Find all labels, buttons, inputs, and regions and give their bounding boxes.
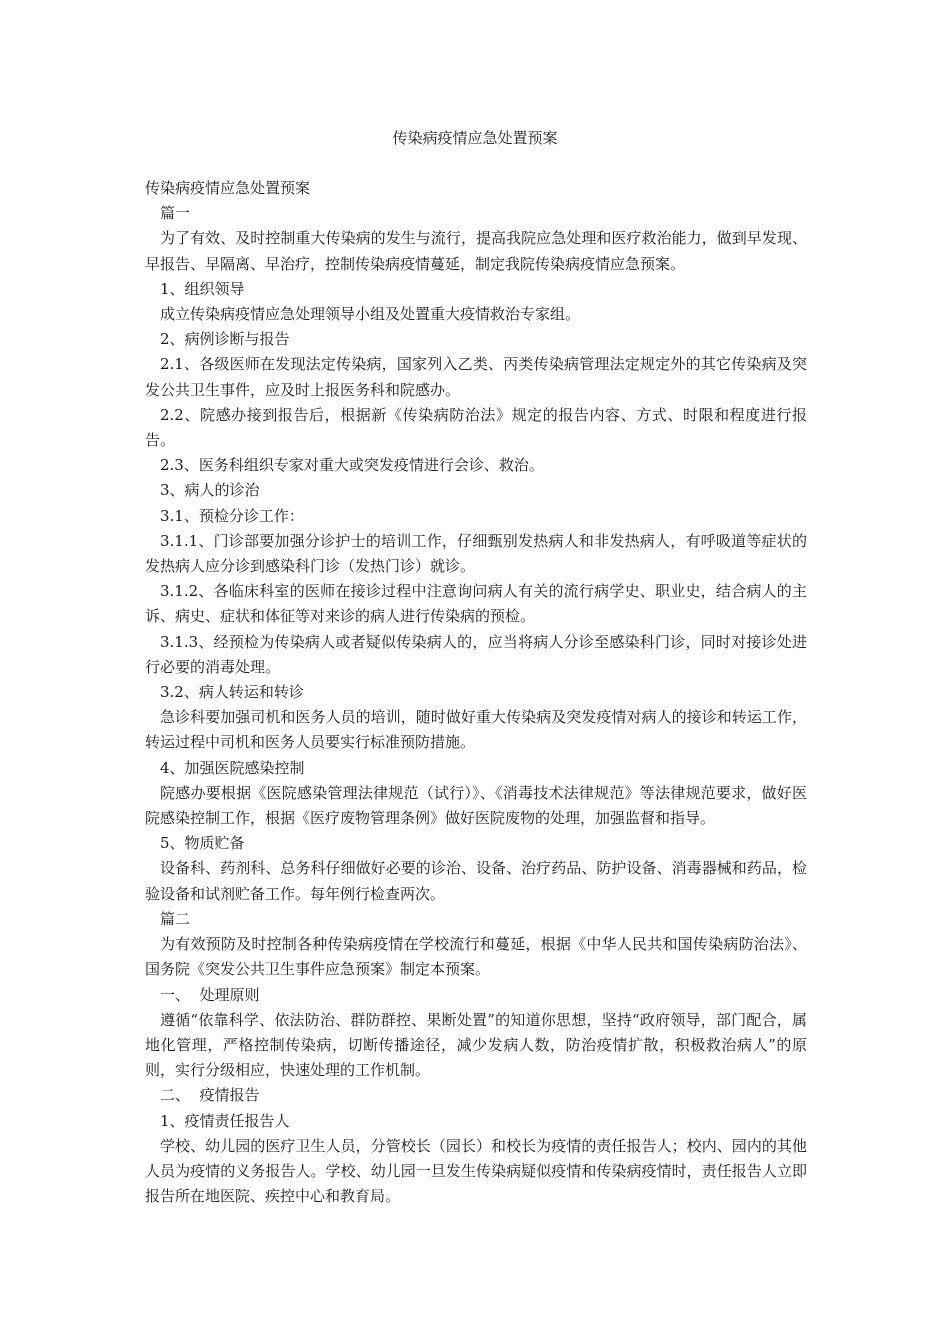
section-heading: 2、病例诊断与报告 — [160, 330, 290, 349]
paragraph: 3.1.3、经预检为传染病人或者疑似传染病人的，应当将病人分诊至感染科门诊，同时对接诊处进行必要的消毒处理。 — [145, 632, 807, 676]
section-heading: 5、物质贮备 — [160, 834, 245, 853]
document-body — [145, 176, 807, 1209]
paragraph: 2.3、医务科组织专家对重大或突发疫情进行会诊、救治。 — [160, 456, 544, 475]
subsection-heading: 1、疫情责任报告人 — [160, 1111, 290, 1130]
section-heading: 3、病人的诊治 — [160, 481, 260, 500]
paragraph: 院感办要根据《医院感染管理法律规范（试行）》、《消毒技术法律规范》等法律规范要求，做好医院感染控制工作，根据《医疗废物管理条例》做好医院废物的处理，加强监督和指导。 — [145, 783, 807, 828]
paragraph: 学校、幼儿园的医疗卫生人员，分管校长（园长）和校长为疫情的责任报告人；校内、园内的其他人员为疫情的义务报告人。学校、幼儿园一旦发生传染病疑似疫情和传染病疫情时，责任报告人立即报告所在地医院、疾控中心和教育局。 — [145, 1136, 807, 1206]
document-title: 传染病疫情应急处置预案 — [392, 129, 558, 147]
section-label-part-two: 篇二 — [160, 909, 191, 928]
section-heading: 1、组织领导 — [160, 279, 245, 298]
section-heading: 一、 处理原则 — [160, 985, 260, 1004]
paragraph: 设备科、药剂科、总务科仔细做好必要的诊治、设备、治疗药品、防护设备、消毒器械和药品，检验设备和试剂贮备工作。每年例行检查两次。 — [145, 859, 807, 903]
paragraph: 急诊科要加强司机和医务人员的培训，随时做好重大传染病及突发疫情对病人的接诊和转运工作，转运过程中司机和医务人员要实行标准预防措施。 — [145, 708, 807, 752]
paragraph: 2.2、院感办接到报告后，根据新《传染病防治法》规定的报告内容、方式、时限和程度进行报告。 — [145, 405, 807, 450]
section-label-part-one: 篇一 — [160, 204, 191, 223]
paragraph: 2.1、各级医师在发现法定传染病，国家列入乙类、丙类传染病管理法定规定外的其它传染病及突发公共卫生事件，应及时上报医务科和院感办。 — [145, 355, 807, 399]
subsection-heading: 3.1、预检分诊工作： — [160, 506, 304, 525]
section-heading: 二、 疫情报告 — [160, 1086, 260, 1105]
paragraph: 3.1.1、门诊部要加强分诊护士的培训工作，仔细甄别发热病人和非发热病人，有呼吸道等症状的发热病人应分诊到感染科门诊（发热门诊）就诊。 — [145, 531, 807, 576]
paragraph: 遵循“依靠科学、依法防治、群防群控、果断处置”的知道你思想，坚持“政府领导，部门配合，属地化管理，严格控制传染病，切断传播途径，减少发病人数，防治疫情扩散，积极救治病人”的原则，实行分级相应，快速处理的工作机制。 — [145, 1010, 807, 1080]
paragraph: 3.1.2、各临床科室的医师在接诊过程中注意询问病人有关的流行病学史、职业史，结合病人的主诉、病史、症状和体征等对来诊的病人进行传染病的预检。 — [145, 582, 807, 626]
paragraph: 成立传染病疫情应急处理领导小组及处置重大疫情救治专家组。 — [160, 305, 581, 324]
subsection-heading: 3.2、病人转运和转诊 — [160, 683, 304, 702]
paragraph: 为有效预防及时控制各种传染病疫情在学校流行和蔓延，根据《中华人民共和国传染病防治法》、国务院《突发公共卫生事件应急预案》制定本预案。 — [145, 935, 807, 979]
document-heading: 传染病疫情应急处置预案 — [145, 179, 311, 197]
section-heading: 4、加强医院感染控制 — [160, 758, 305, 777]
paragraph: 为了有效、及时控制重大传染病的发生与流行，提高我院应急处理和医疗救治能力，做到早发现、早报告、早隔离、早治疗，控制传染病疫情蔓延，制定我院传染病疫情应急预案。 — [145, 229, 807, 273]
